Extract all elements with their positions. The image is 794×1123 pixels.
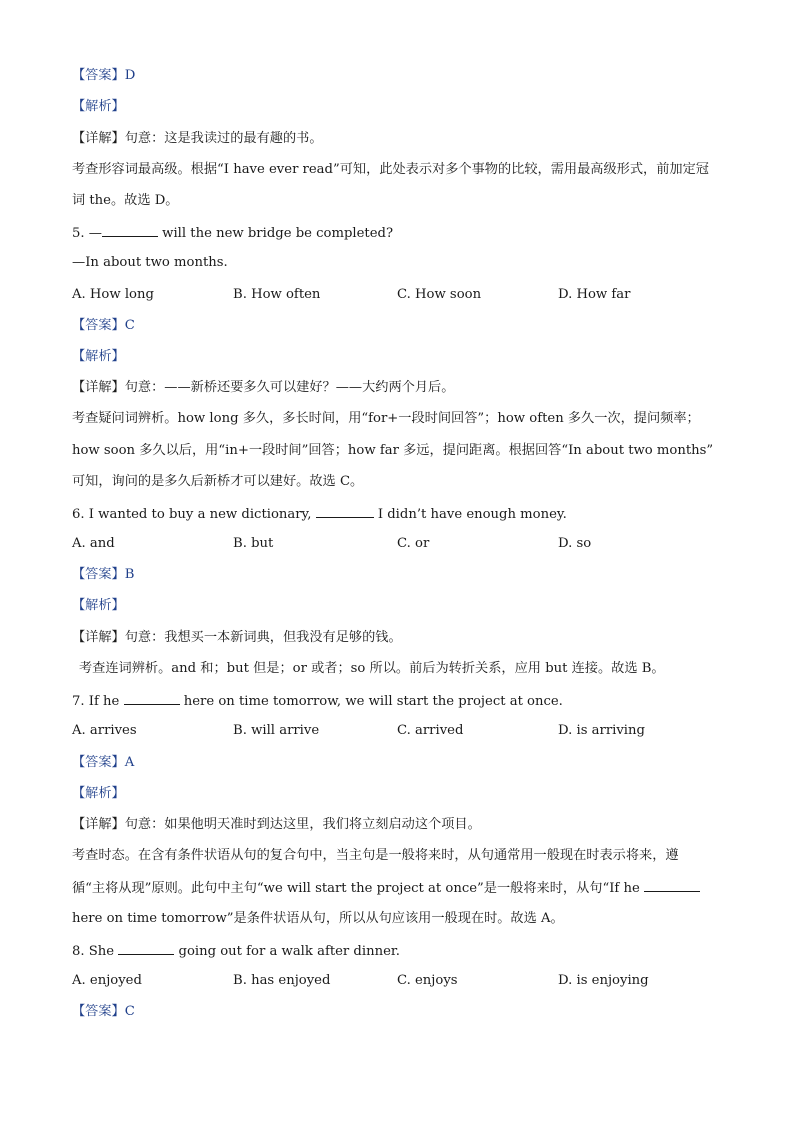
question-6-pre: 6. I wanted to buy a new dictionary, xyxy=(72,507,316,522)
question-7-post: here on time tomorrow, we will start the project at once. xyxy=(179,694,563,709)
question-6-post: I didn’t have enough money. xyxy=(373,507,567,522)
analysis-label-q5: 【解析】 xyxy=(72,349,125,364)
question-8-post: going out for a walk after dinner. xyxy=(174,944,400,959)
explanation-q7-line3: here on time tomorrow”是条件状语从句，所以从句应该用一般现在时。故选 A。 xyxy=(72,911,564,926)
analysis-label-q7: 【解析】 xyxy=(72,786,125,801)
explanation-q7-line2-text: 循“主将从现”原则。此句中主句“we will start the project at once”是一般将来时，从句“If he xyxy=(72,881,644,896)
question-5 xyxy=(72,223,393,243)
question-5-post: will the new bridge be completed? xyxy=(157,226,394,241)
answer-blank xyxy=(102,223,158,237)
option-b: B. but xyxy=(233,536,274,551)
explanation-q4-line1: 考查形容词最高级。根据“I have ever read”可知，此处表示对多个事物的比较，需用最高级形式，前加定冠 xyxy=(72,162,709,177)
answer-label-q6: 【答案】B xyxy=(72,567,135,582)
answer-blank xyxy=(118,941,174,955)
detail-q6: 【详解】句意：我想买一本新词典，但我没有足够的钱。 xyxy=(72,630,402,645)
analysis-label-q6: 【解析】 xyxy=(72,598,125,613)
answer-blank xyxy=(316,504,374,518)
question-5-pre: 5. — xyxy=(72,226,102,241)
answer-label-q5: 【答案】C xyxy=(72,318,135,333)
explanation-q6-line1: 考查连词辨析。and 和；but 但是；or 或者；so 所以。前后为转折关系，应用 but 连接。故选 B。 xyxy=(79,661,665,676)
answer-label-q4: 【答案】D xyxy=(72,68,136,83)
detail-q5: 【详解】句意：——新桥还要多久可以建好？——大约两个月后。 xyxy=(72,380,455,395)
explanation-q5-line2: how soon 多久以后，用“in+一段时间”回答；how far 多远，提问距离。根据回答“In about two months” xyxy=(72,443,714,458)
option-d: D. How far xyxy=(558,287,631,302)
option-c: C. enjoys xyxy=(397,973,458,988)
option-c: C. How soon xyxy=(397,287,482,302)
option-d: D. so xyxy=(558,536,592,551)
question-7-pre: 7. If he xyxy=(72,694,124,709)
question-8-pre: 8. She xyxy=(72,944,119,959)
explanation-q5-line3: 可知，询问的是多久后新桥才可以建好。故选 C。 xyxy=(72,474,364,489)
question-5-reply: —In about two months. xyxy=(72,255,228,270)
option-a: A. How long xyxy=(72,287,154,302)
option-b: B. How often xyxy=(233,287,321,302)
explanation-q5-line1: 考查疑问词辨析。how long 多久，多长时间，用“for+一段时间回答”；how often 多久一次，提问频率； xyxy=(72,411,700,426)
explanation-q7-line1: 考查时态。在含有条件状语从句的复合句中，当主句是一般将来时，从句通常用一般现在时表示将来，遵 xyxy=(72,848,679,863)
option-d: D. is enjoying xyxy=(558,973,649,988)
answer-blank xyxy=(124,691,180,705)
option-b: B. has enjoyed xyxy=(233,973,331,988)
option-a: A. and xyxy=(72,536,115,551)
option-a: A. arrives xyxy=(72,723,137,738)
option-a: A. enjoyed xyxy=(72,973,142,988)
detail-q7: 【详解】句意：如果他明天准时到达这里，我们将立刻启动这个项目。 xyxy=(72,817,481,832)
question-8 xyxy=(72,941,400,961)
question-6 xyxy=(72,504,567,524)
question-7 xyxy=(72,691,563,711)
explanation-q4-line2: 词 the。故选 D。 xyxy=(72,193,179,208)
answer-label-q8: 【答案】C xyxy=(72,1004,135,1019)
detail-q4: 【详解】句意：这是我读过的最有趣的书。 xyxy=(72,131,323,146)
analysis-label-q4: 【解析】 xyxy=(72,99,125,114)
answer-blank xyxy=(644,878,700,892)
option-c: C. arrived xyxy=(397,723,464,738)
option-c: C. or xyxy=(397,536,430,551)
option-b: B. will arrive xyxy=(233,723,320,738)
option-d: D. is arriving xyxy=(558,723,645,738)
answer-label-q7: 【答案】A xyxy=(72,755,135,770)
explanation-q7-line2 xyxy=(72,878,700,898)
